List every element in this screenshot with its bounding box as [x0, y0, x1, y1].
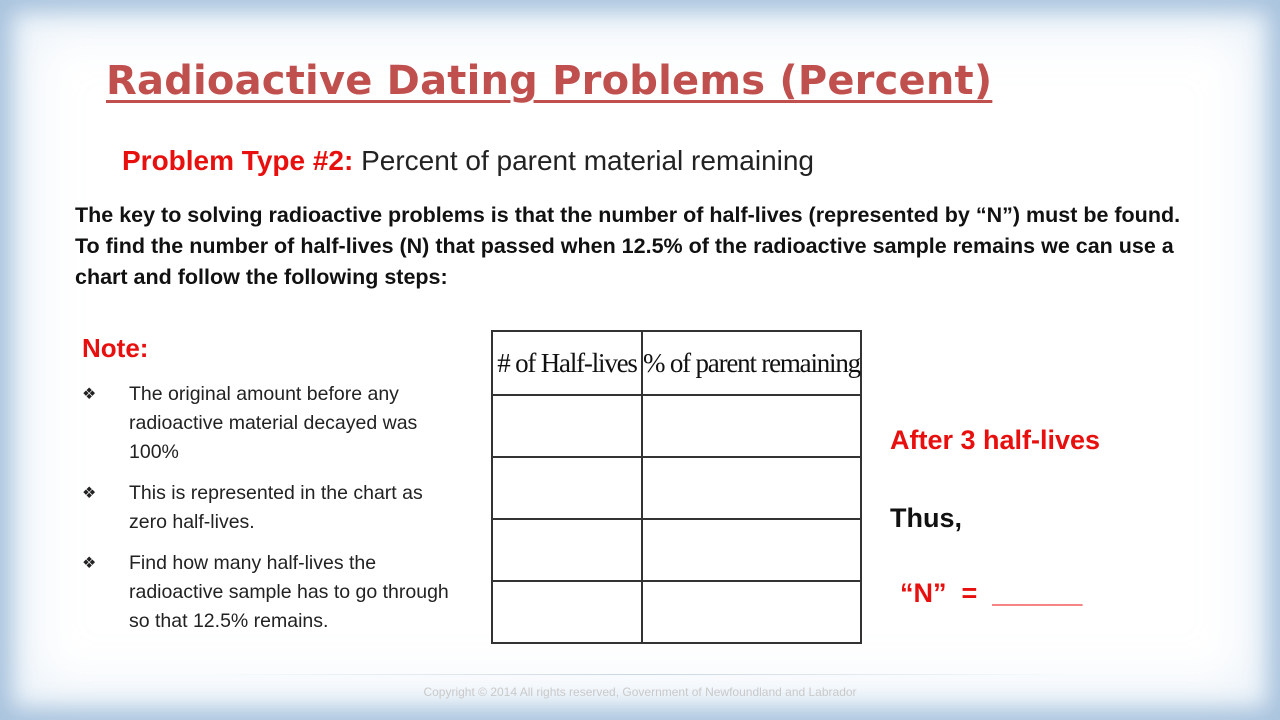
intro-paragraph: The key to solving radioactive problems is that the number of half-lives (represented by “N”) must be found. To find the number of half-lives (N) that passed when 12.5% of the radioactive sample remains we can use a chart and follow the following steps:	[75, 203, 1181, 289]
diamond-bullet-icon: ❖	[82, 485, 97, 502]
problem-type-line	[122, 145, 814, 177]
footer-divider	[210, 674, 1070, 675]
table-cell	[642, 519, 861, 581]
half-life-table	[491, 330, 862, 644]
table-cell	[492, 457, 642, 519]
copyright-footer: Copyright © 2014 All rights reserved, Government of Newfoundland and Labrador	[423, 685, 857, 699]
diamond-bullet-icon: ❖	[82, 386, 97, 403]
table-row	[492, 395, 861, 457]
table-cell	[492, 395, 642, 457]
answer-blank: “N” = ______	[900, 578, 1083, 608]
table-cell	[492, 519, 642, 581]
problem-type-label: Problem Type #2:	[122, 145, 354, 176]
diamond-bullet-icon: ❖	[82, 555, 97, 572]
table-cell	[642, 581, 861, 643]
table-cell	[642, 457, 861, 519]
table-cell	[642, 395, 861, 457]
note-heading: Note:	[82, 333, 149, 363]
problem-type-text: Percent of parent material remaining	[361, 145, 815, 176]
header-half-lives: # of Half-lives	[492, 331, 642, 395]
table-cell	[492, 581, 642, 643]
note-text: This is represented in the chart as zero half-lives.	[129, 482, 423, 533]
thus-text: Thus,	[890, 503, 962, 533]
note-list	[82, 380, 452, 648]
header-percent-remaining: % of parent remaining	[642, 331, 861, 395]
table-row	[492, 519, 861, 581]
table-header-row	[492, 331, 861, 395]
note-item	[82, 380, 452, 467]
table-row	[492, 581, 861, 643]
half-life-table-wrapper	[491, 330, 862, 644]
note-text: The original amount before any radioactive material decayed was 100%	[129, 383, 418, 463]
note-item	[82, 549, 452, 636]
after-half-lives-text: After 3 half-lives	[890, 425, 1101, 455]
table-row	[492, 457, 861, 519]
note-text: Find how many half-lives the radioactive sample has to go through so that 12.5% remains.	[129, 552, 449, 632]
note-item	[82, 479, 452, 537]
slide-title: Radioactive Dating Problems (Percent)	[106, 58, 993, 104]
